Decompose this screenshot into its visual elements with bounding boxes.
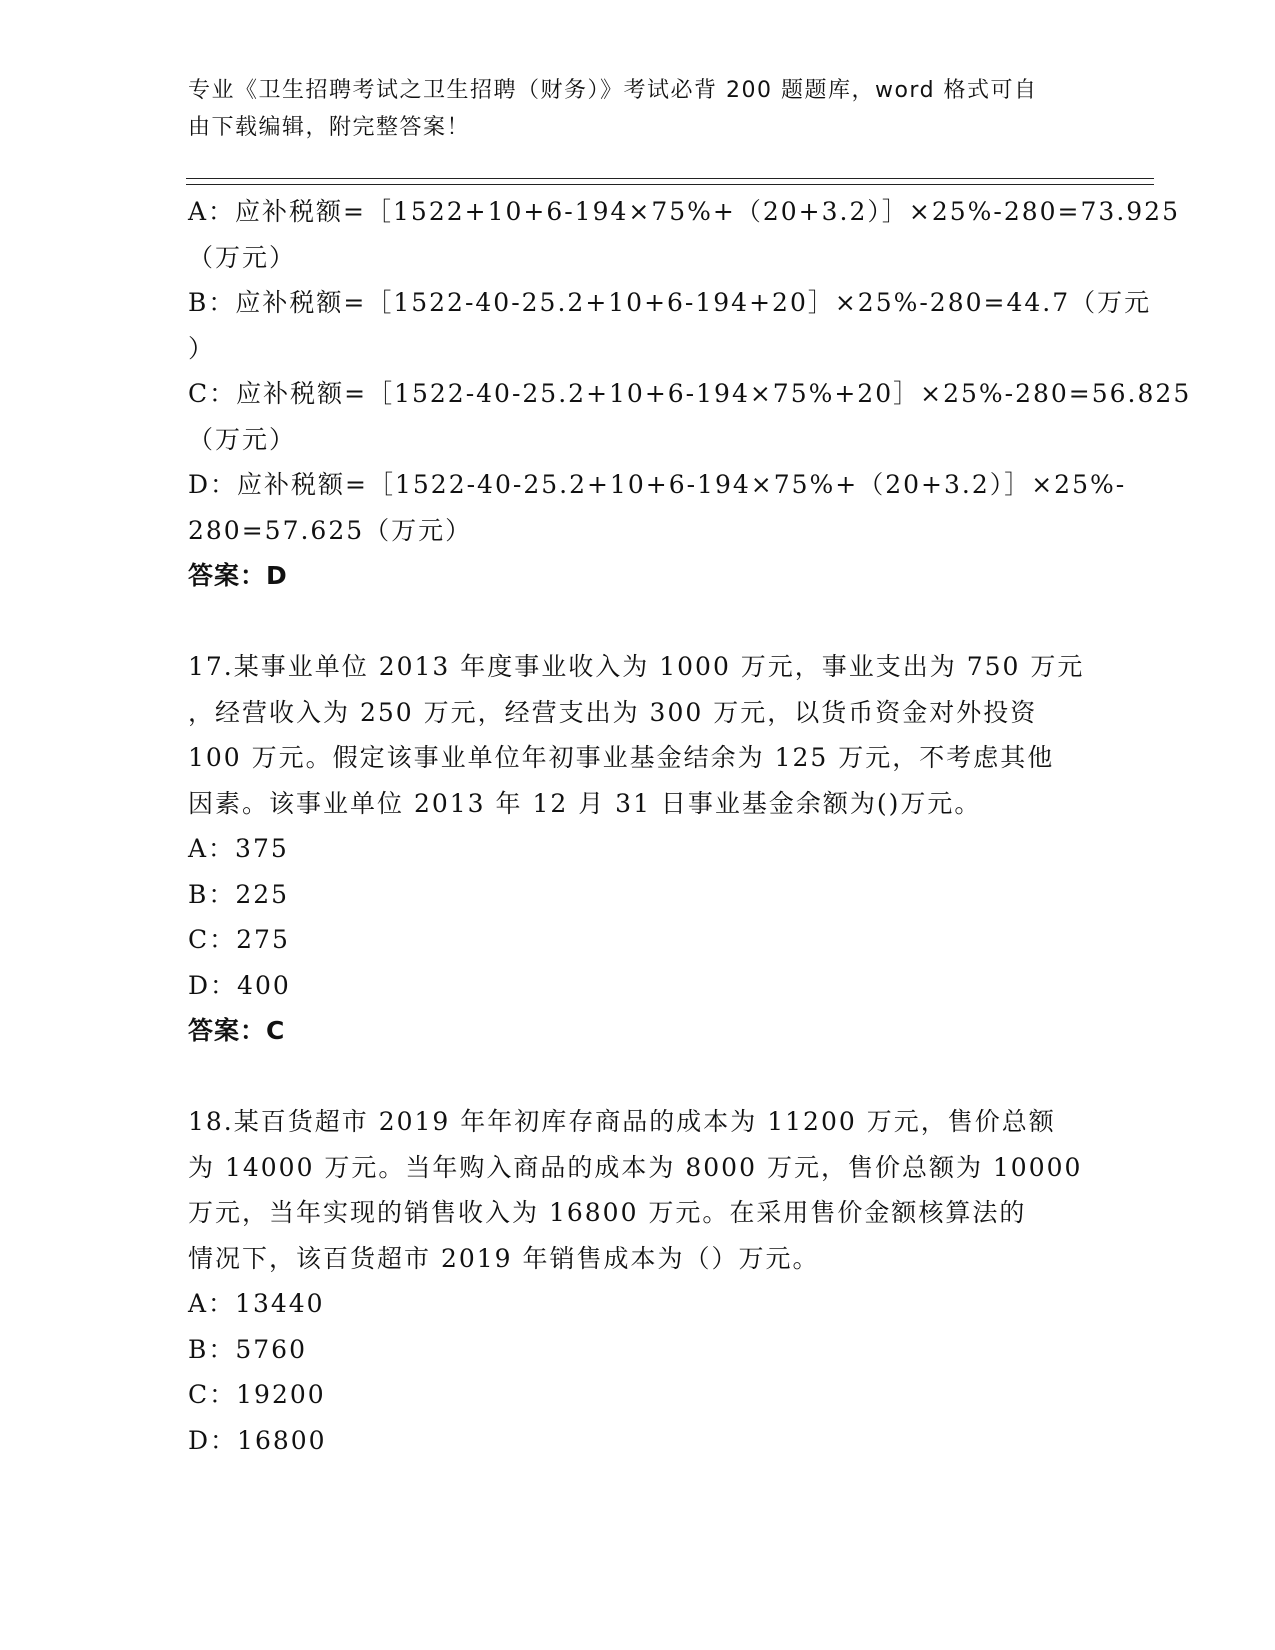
question-spacer [188, 1054, 1108, 1100]
option-b: B：应补税额=［1522-40-25.2+10+6-194+20］×25%-280=44.7（万元 [188, 288, 1152, 317]
question-stem: 情况下，该百货超市 2019 年销售成本为（）万元。 [188, 1243, 820, 1273]
question-stem: 万元，当年实现的销售收入为 16800 万元。在采用售价金额核算法的 [188, 1198, 1027, 1227]
answer-label: 答案：C [188, 1016, 286, 1045]
document-header [188, 72, 1068, 146]
option-b: B：5760 [188, 1334, 307, 1364]
header-title-line: 由下载编辑，附完整答案！ [188, 115, 471, 140]
option-d: D：16800 [188, 1425, 327, 1455]
question-16-block [188, 189, 1192, 599]
question-stem: 18.某百货超市 2019 年年初库存商品的成本为 11200 万元，售价总额 [188, 1107, 1056, 1136]
question-stem: 17.某事业单位 2013 年度事业收入为 1000 万元，事业支出为 750 万元 [188, 652, 1085, 681]
header-divider [186, 178, 1154, 179]
option-b-continued: ） [188, 333, 216, 363]
option-a-continued: （万元） [188, 242, 297, 272]
header-divider [186, 184, 1154, 185]
option-d-continued: 280=57.625（万元） [188, 515, 473, 545]
option-a: A：13440 [188, 1289, 325, 1318]
question-stem: ，经营收入为 250 万元，经营支出为 300 万元，以货币资金对外投资 [188, 697, 1038, 727]
question-spacer [188, 599, 1108, 645]
question-stem: 因素。该事业单位 2013 年 12 月 31 日事业基金余额为()万元。 [188, 788, 982, 818]
option-c-continued: （万元） [188, 424, 297, 454]
option-d: D：应补税额=［1522-40-25.2+10+6-194×75%+（20+3.2）］×25%- [188, 470, 1127, 499]
option-c: C：19200 [188, 1380, 326, 1409]
option-c: C：应补税额=［1522-40-25.2+10+6-194×75%+20］×25%-280=56.825 [188, 379, 1192, 408]
question-18-block [188, 1099, 1108, 1463]
question-stem: 为 14000 万元。当年购入商品的成本为 8000 万元，售价总额为 10000 [188, 1152, 1083, 1182]
option-b: B：225 [188, 879, 290, 909]
answer-label: 答案：D [188, 561, 288, 590]
option-d: D：400 [188, 970, 291, 1000]
option-a: A：375 [188, 834, 289, 863]
question-17-block [188, 644, 1108, 1054]
header-title-line: 专业《卫生招聘考试之卫生招聘（财务）》考试必背 200 题题库，word 格式可自 [188, 78, 1038, 103]
question-stem: 100 万元。假定该事业单位年初事业基金结余为 125 万元，不考虑其他 [188, 743, 1055, 772]
option-a: A：应补税额=［1522+10+6-194×75%+（20+3.2）］×25%-280=73.925 [188, 197, 1180, 226]
question-content [188, 189, 1192, 1463]
option-c: C：275 [188, 925, 290, 954]
